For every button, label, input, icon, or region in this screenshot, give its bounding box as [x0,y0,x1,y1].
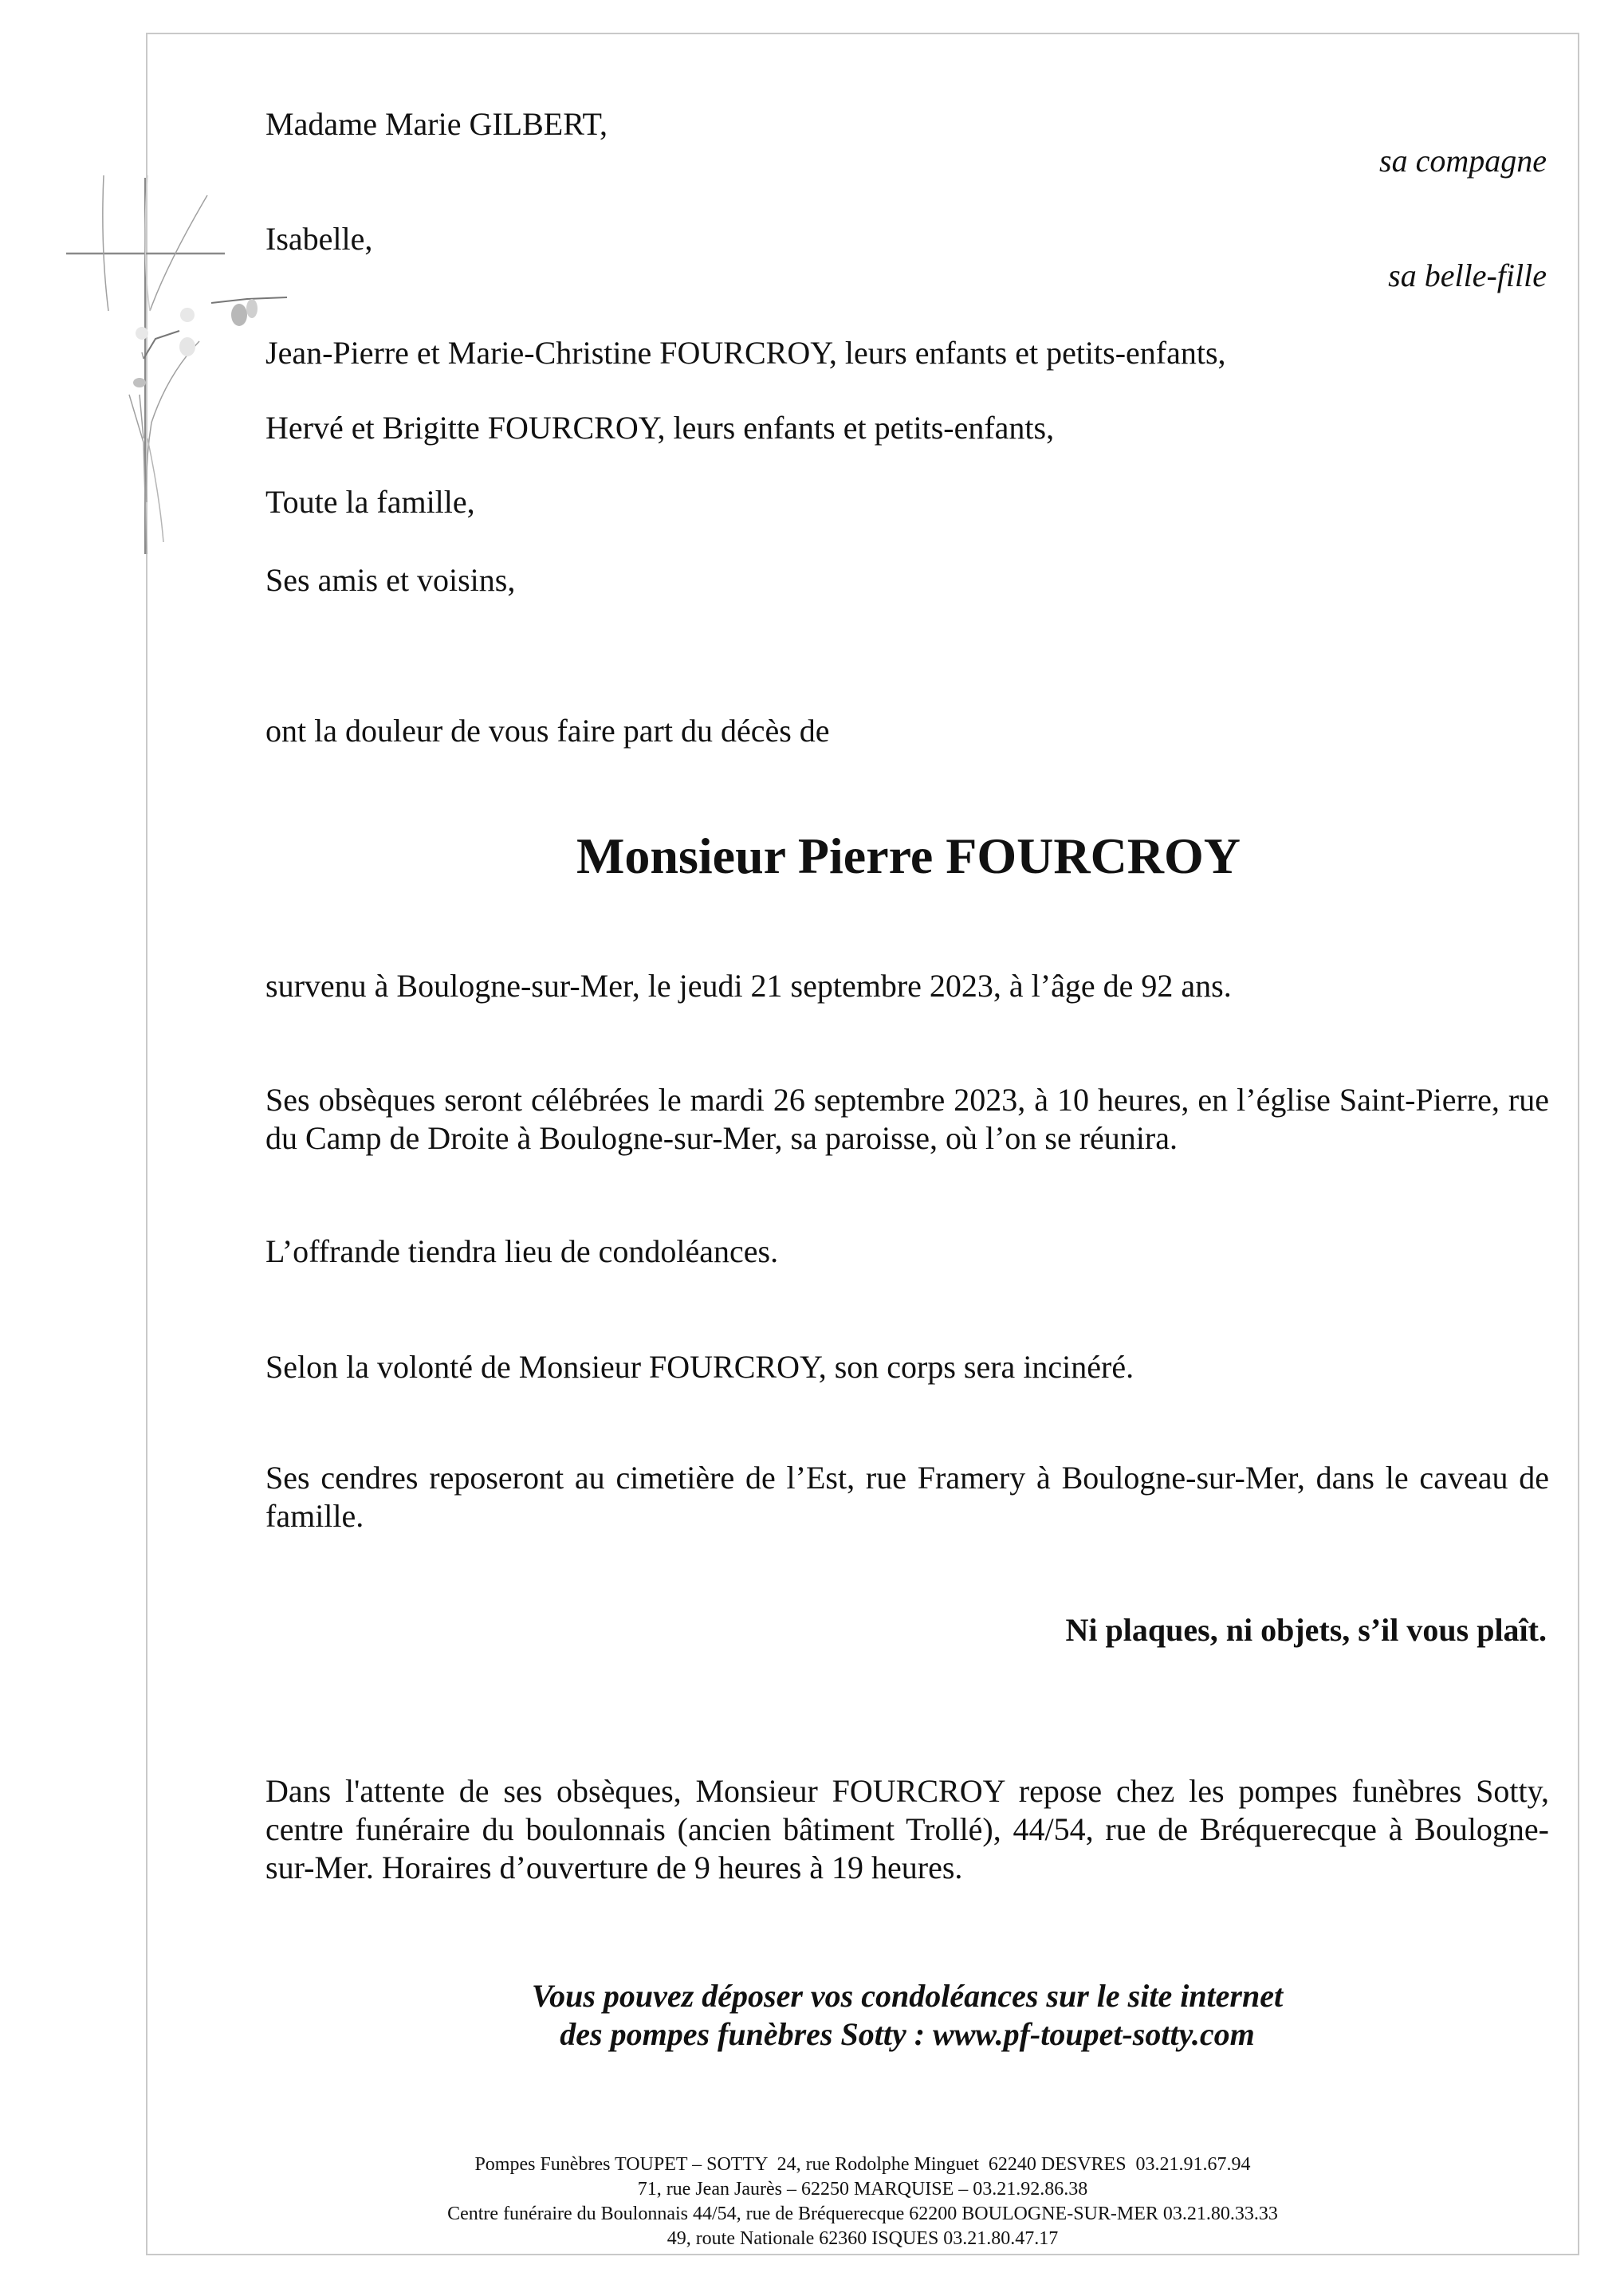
family-relation-companion: sa compagne [1379,143,1547,179]
condolences-line-1: Vous pouvez déposer vos condoléances sur le site internet [531,1978,1284,2014]
death-details: survenu à Boulogne-sur-Mer, le jeudi 21 septembre 2023, à l’âge de 92 ans. [265,968,1232,1004]
relative-line: Toute la famille, [265,484,475,520]
funeral-details: Ses obsèques seront célébrées le mardi 26 septembre 2023, à 10 heures, en l’église Saint-Pierre, rue du Camp de Droite à Boulogne-sur-Mer, sa paroisse, où l’on se réunira. [265,1082,1549,1156]
relative-line: Ses amis et voisins, [265,562,516,598]
funeral-home-footer [146,2152,1579,2251]
cremation-note: Selon la volonté de Monsieur FOURCROY, son corps sera incinéré. [265,1349,1134,1385]
relative-line: Jean-Pierre et Marie-Christine FOURCROY, leurs enfants et petits-enfants, [265,335,1226,371]
deceased-name-title: Monsieur Pierre FOURCROY [576,828,1241,884]
family-name-companion: Madame Marie GILBERT, [265,106,608,142]
footer-line: Centre funéraire du Boulonnais 44/54, rue de Bréquerecque 62200 BOULOGNE-SUR-MER 03.21.80.33.33 [447,2204,1278,2224]
family-relation-stepdaughter: sa belle-fille [1388,258,1547,293]
footer-line: 49, route Nationale 62360 ISQUES 03.21.80.47.17 [667,2228,1059,2249]
footer-line: 71, rue Jean Jaurès – 62250 MARQUISE – 03.21.92.86.38 [637,2179,1088,2200]
condolences-notice [265,1977,1549,2054]
flower-stems-icon [103,175,287,554]
family-name-stepdaughter: Isabelle, [265,221,373,257]
no-flowers-note: Ni plaques, ni objets, s’il vous plaît. [1065,1612,1547,1648]
footer-line: Pompes Funèbres TOUPET – SOTTY 24, rue Rodolphe Minguet 62240 DESVRES 03.21.91.67.94 [474,2154,1251,2175]
relative-line: Hervé et Brigitte FOURCROY, leurs enfants et petits-enfants, [265,410,1055,446]
ashes-note: Ses cendres reposeront au cimetière de l’Est, rue Framery à Boulogne-sur-Mer, dans le caveau de famille. [265,1460,1549,1534]
cross-flower-ornament [48,159,303,606]
announcement-text: ont la douleur de vous faire part du décès de [265,713,830,749]
flower-petals-icon [133,299,258,387]
rest-place-details: Dans l'attente de ses obsèques, Monsieur FOURCROY repose chez les pompes funèbres Sotty, centre funéraire du boulonnais (ancien bâtiment Trollé), 44/54, rue de Bréquerecque à Boulogne-sur-Mer. Horaires d’ouverture de 9 heures à 19 heures. [265,1773,1549,1885]
condolences-line-2-website-link[interactable]: des pompes funèbres Sotty : www.pf-toupet-sotty.com [560,2016,1255,2052]
offering-note: L’offrande tiendra lieu de condoléances. [265,1233,779,1269]
